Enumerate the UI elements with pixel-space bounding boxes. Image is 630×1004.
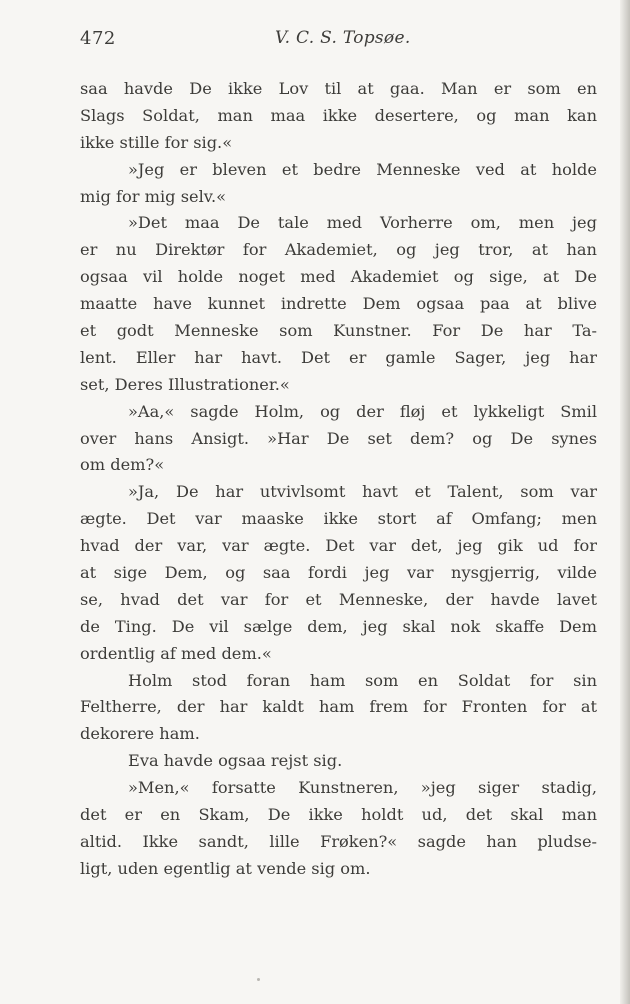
text-line: Slags Soldat, man maa ikke desertere, og man kan [80,105,597,125]
text-line: det er en Skam, De ikke holdt ud, det skal man [80,805,597,825]
text-line: over hans Ansigt. »Har De set dem? og De synes [80,428,597,448]
text-line: »Men,« forsatte Kunstneren, »jeg siger stadig, [128,778,597,798]
text-line: et godt Menneske som Kunstner. For De har Ta- [80,321,597,341]
text-line: ordentlig af med dem.« [80,643,272,663]
text-line: ægte. Det var maaske ikke stort af Omfang; men [80,509,597,529]
body-text [80,76,597,883]
page-edge [620,0,630,1004]
text-line: maatte have kunnet indrette Dem ogsaa paa at blive [80,294,597,314]
page-number: 472 [80,28,116,49]
text-line: ogsaa vil holde noget med Akademiet og sige, at De [80,267,597,287]
text-line: dekorere ham. [80,724,200,744]
text-line: set, Deres Illustrationer.« [80,374,290,394]
text-line: ligt, uden egentlig at vende sig om. [80,858,371,878]
text-line: at sige Dem, og saa fordi jeg var nysgjerrig, vilde [80,563,597,583]
text-line: om dem?« [80,455,165,475]
text-line: altid. Ikke sandt, lille Frøken?« sagde han pludse- [80,831,597,851]
text-line: saa havde De ikke Lov til at gaa. Man er som en [80,79,597,98]
text-line: ikke stille for sig.« [80,132,233,152]
text-line: »Aa,« sagde Holm, og der fløj et lykkeligt Smil [128,401,597,421]
text-line: de Ting. De vil sælge dem, jeg skal nok skaffe Dem [80,616,597,636]
text-line: er nu Direktør for Akademiet, og jeg tror, at han [80,240,597,260]
text-line: Eva havde ogsaa rejst sig. [128,751,343,771]
text-line: Holm stod foran ham som en Soldat for sin [128,670,597,690]
text-line: se, hvad det var for et Menneske, der havde lavet [80,589,597,609]
text-line: lent. Eller har havt. Det er gamle Sager, jeg har [80,347,597,367]
running-head: V. C. S. Topsøe. [275,28,411,48]
text-line: »Det maa De tale med Vorherre om, men jeg [128,213,597,233]
text-line: »Jeg er bleven et bedre Menneske ved at holde [128,159,597,179]
text-line: »Ja, De har utvivlsomt havt et Talent, som var [128,482,597,502]
text-line: Feltherre, der har kaldt ham frem for Fronten for at [80,697,597,717]
text-line: hvad der var, var ægte. Det var det, jeg gik ud for [80,536,597,556]
paper-speck [257,978,260,981]
text-line: mig for mig selv.« [80,186,227,206]
